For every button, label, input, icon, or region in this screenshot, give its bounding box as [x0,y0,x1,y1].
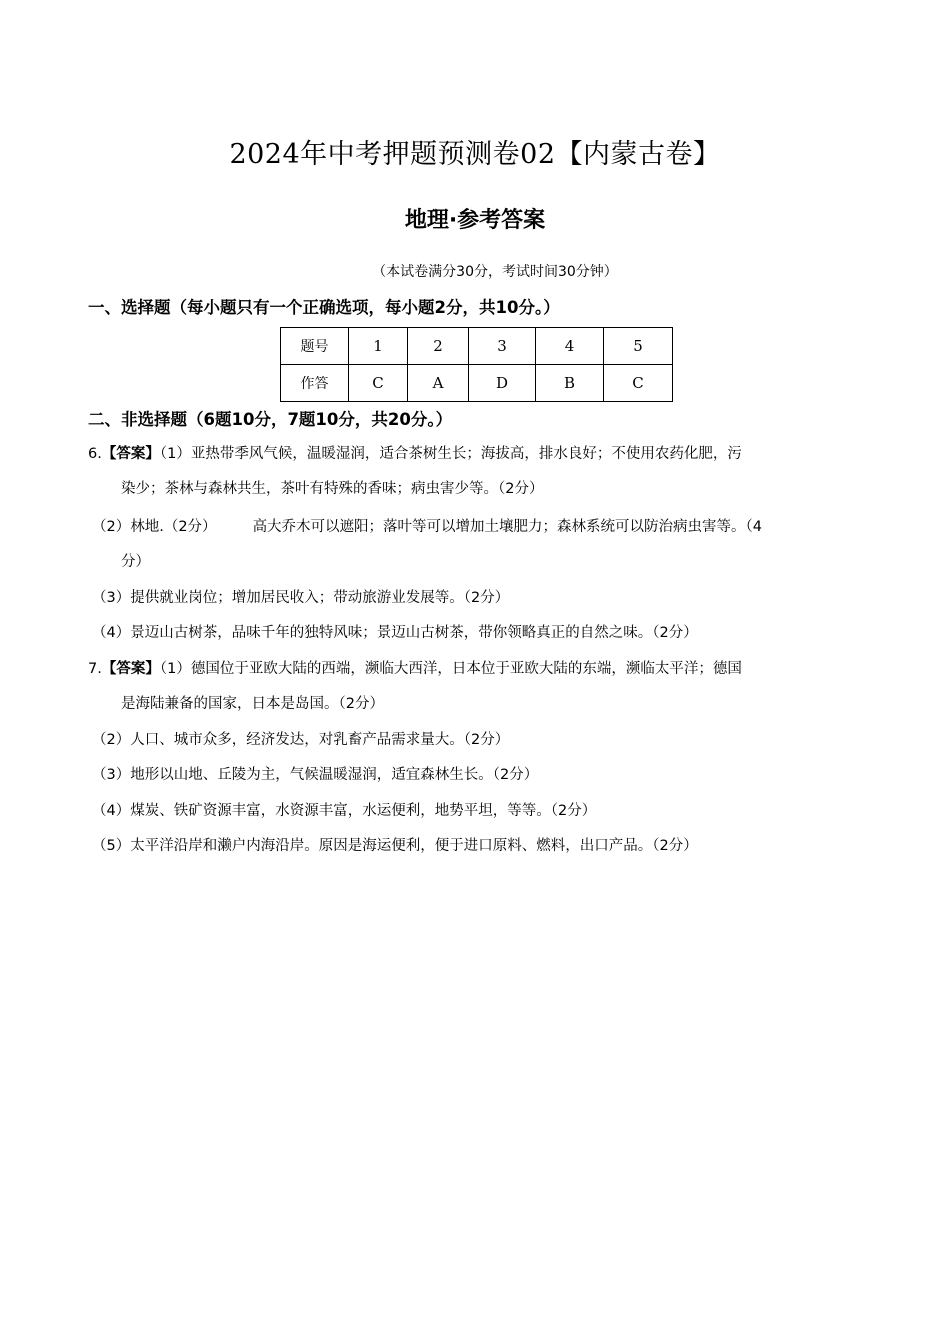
question-number: 1 [349,328,408,365]
answer-table [280,327,673,402]
question-6-part-3: （3）提供就业岗位；增加居民收入；带动旅游业发展等。（2分） [92,590,510,606]
question-7-part-3: （3）地形以山地、丘陵为主，气候温暖湿润，适宜森林生长。（2分） [92,767,539,783]
question-number: 5 [604,328,673,365]
question-7-part-1 [88,652,868,722]
exam-note: （本试卷满分30分，考试时间30分钟） [372,264,618,280]
section-1-heading: 一、选择题（每小题只有一个正确选项，每小题2分，共10分。） [88,298,560,317]
question-number: 4 [536,328,604,365]
question-6-part-2-continued: 分） [121,554,150,570]
answer-value: B [536,365,604,402]
question-7-part-2: （2）人口、城市众多，经济发达，对乳畜产品需求量大。（2分） [92,732,510,748]
question-6-number: 6. [88,446,102,462]
section-2-heading: 二、非选择题（6题10分，7题10分，共20分。） [88,410,453,429]
question-6-line-1-continued: 染少；茶林与森林共生，茶叶有特殊的香味；病虫害少等。（2分） [121,481,544,497]
answer-value: C [604,365,673,402]
row-label-answer: 作答 [281,365,349,402]
answer-table-answer-row [281,365,673,402]
question-7-answer-tag: 【答案】 [101,661,160,677]
question-6-part-2 [92,510,762,545]
question-7-line-1: （1）德国位于亚欧大陆的西端，濒临大西洋，日本位于亚欧大陆的东端，濒临太平洋；德国 [159,661,742,677]
row-label-number: 题号 [281,328,349,365]
question-6-part-4: （4）景迈山古树茶，品味千年的独特风味；景迈山古树茶，带你领略真正的自然之味。（2分） [92,625,698,641]
question-6-part-2-lead: （2）林地.（2分） [92,519,217,535]
question-7-part-5: （5）太平洋沿岸和濑户内海沿岸。原因是海运便利，便于进口原料、燃料，出口产品。（2分） [92,838,698,854]
question-6-answer-tag: 【答案】 [101,446,160,462]
answer-value: C [349,365,408,402]
answer-value: A [408,365,469,402]
question-7-line-1-continued: 是海陆兼备的国家，日本是岛国。（2分） [121,696,384,712]
question-6-part-2-text: 高大乔木可以遮阳；落叶等可以增加土壤肥力；森林系统可以防治病虫害等。（4 [252,519,763,535]
answer-value: D [469,365,536,402]
page-subtitle: 地理·参考答案 [404,208,546,233]
question-6-line-1: （1）亚热带季风气候，温暖湿润，适合茶树生长；海拔高，排水良好；不使用农药化肥，污 [159,446,742,462]
question-number: 2 [408,328,469,365]
question-number: 3 [469,328,536,365]
question-6-part-1 [88,437,868,507]
question-7-part-4: （4）煤炭、铁矿资源丰富，水资源丰富，水运便利，地势平坦，等等。（2分） [92,803,597,819]
question-7-number: 7. [88,661,102,677]
answer-table-number-row [281,328,673,365]
page-title: 2024年中考押题预测卷02【内蒙古卷】 [229,139,721,170]
